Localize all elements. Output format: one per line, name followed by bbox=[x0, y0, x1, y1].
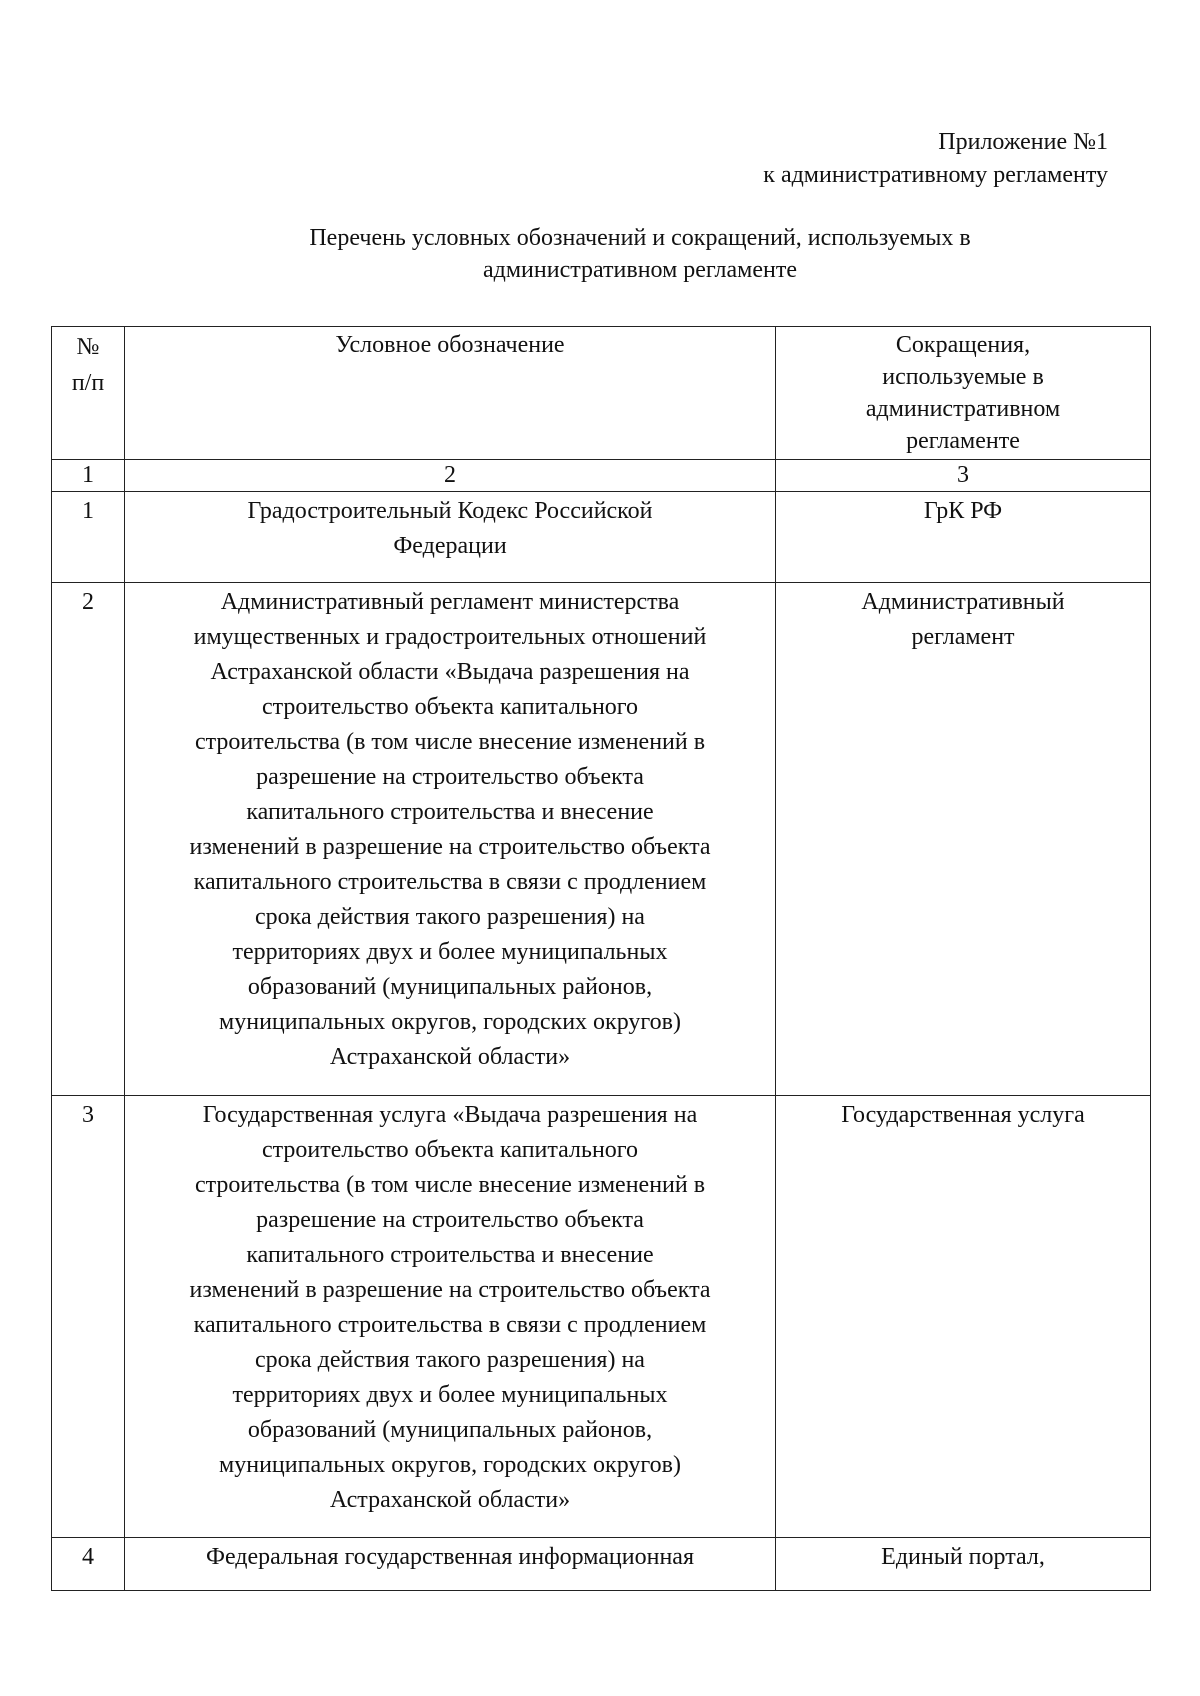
table-row bbox=[52, 583, 1151, 1096]
header-number-label: № п/п bbox=[71, 334, 105, 396]
abbreviation-text: Единый портал, bbox=[881, 1544, 1045, 1570]
column-number-3: 3 bbox=[957, 462, 969, 488]
header-abbreviation-label: Сокращения, используемые в административном регламенте bbox=[865, 332, 1061, 454]
row-number-cell bbox=[52, 583, 125, 1096]
header-cell-number bbox=[52, 327, 125, 460]
abbreviation-cell bbox=[776, 583, 1151, 1096]
column-number-1: 1 bbox=[82, 462, 94, 488]
abbreviation-cell bbox=[776, 1538, 1151, 1591]
row-number: 1 bbox=[82, 498, 94, 524]
row-number: 3 bbox=[82, 1102, 94, 1128]
column-number-2: 2 bbox=[444, 462, 456, 488]
header-cell-abbreviation bbox=[776, 327, 1151, 460]
column-number-cell bbox=[52, 460, 125, 492]
row-number-cell bbox=[52, 492, 125, 583]
abbreviation-cell bbox=[776, 492, 1151, 583]
row-number-cell bbox=[52, 1538, 125, 1591]
row-number: 2 bbox=[82, 589, 94, 615]
row-number-cell bbox=[52, 1096, 125, 1538]
row-number: 4 bbox=[82, 1544, 94, 1570]
designation-cell bbox=[125, 583, 776, 1096]
abbreviation-text: Государственная услуга bbox=[841, 1102, 1085, 1128]
document-title-line-1: Перечень условных обозначений и сокращений, используемых в bbox=[309, 225, 971, 251]
designation-text: Административный регламент министерства имущественных и градостроительных отношений Астраханской области «Выдача разрешения на строительство объекта капитального строительства (в том числе внесение изменений в разрешение на строительство объекта капитального строительства и внесение изменений в разрешение на строительство объекта капитального строительства в связи с продлением срока действия такого разрешения) на территориях двух и более муниципальных образований (муниципальных районов, муниципальных округов, городских округов) Астраханской области» bbox=[189, 589, 711, 1070]
header-cell-designation bbox=[125, 327, 776, 460]
header-designation-label: Условное обозначение bbox=[335, 332, 565, 358]
appendix-reference: к административному регламенту bbox=[763, 162, 1108, 188]
appendix-number: Приложение №1 bbox=[938, 129, 1108, 155]
designation-text: Федеральная государственная информационная bbox=[206, 1544, 694, 1570]
designation-cell bbox=[125, 1538, 776, 1591]
abbreviation-text: Административный регламент bbox=[861, 589, 1065, 650]
table-row bbox=[52, 1096, 1151, 1538]
document-title bbox=[150, 222, 1130, 286]
table-row bbox=[52, 492, 1151, 583]
column-number-cell bbox=[776, 460, 1151, 492]
document-title-line-2: административном регламенте bbox=[482, 257, 797, 283]
table-header-row bbox=[52, 327, 1151, 460]
column-number-row bbox=[52, 460, 1151, 492]
designation-text: Градостроительный Кодекс Российской Федерации bbox=[247, 498, 653, 559]
table-row bbox=[52, 1538, 1151, 1591]
appendix-note bbox=[763, 126, 1108, 192]
abbreviation-text: ГрК РФ bbox=[923, 498, 1003, 524]
designation-cell bbox=[125, 1096, 776, 1538]
abbreviations-table bbox=[51, 326, 1151, 1591]
abbreviation-cell bbox=[776, 1096, 1151, 1538]
designation-cell bbox=[125, 492, 776, 583]
designation-text: Государственная услуга «Выдача разрешения на строительство объекта капитального строительства (в том числе внесение изменений в разрешение на строительство объекта капитального строительства и внесение изменений в разрешение на строительство объекта капитального строительства в связи с продлением срока действия такого разрешения) на территориях двух и более муниципальных образований (муниципальных районов, муниципальных округов, городских округов) Астраханской области» bbox=[189, 1102, 711, 1513]
column-number-cell bbox=[125, 460, 776, 492]
